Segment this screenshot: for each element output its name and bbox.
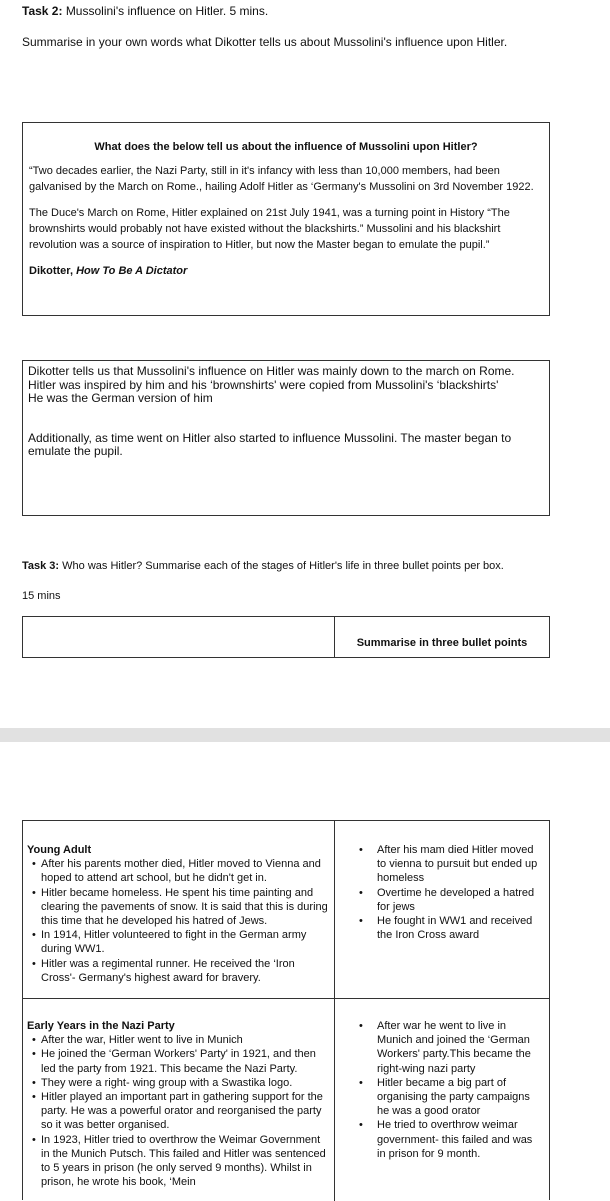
answer-line-1: Dikotter tells us that Mussolini's influence on Hitler was mainly down to the march on Rome. — [28, 364, 515, 378]
fact-item: • He joined the ‘German Workers' Party' in 1921, and then led the party from 1921. This became the Nazi Party. — [27, 1047, 331, 1075]
stage-facts — [27, 1033, 331, 1189]
summary-list — [337, 843, 543, 942]
stage-title: Early Years in the Nazi Party — [27, 1020, 175, 1032]
stage-early-nazi-years — [27, 1019, 331, 1189]
summary-item: • After his mam died Hitler moved to vienna to pursuit but ended up homeless — [337, 843, 543, 886]
source-title: How To Be A Dictator — [76, 265, 188, 277]
task3-title — [22, 560, 504, 572]
stage-young-adult — [27, 843, 331, 985]
fact-item: • In 1914, Hitler volunteered to fight in the German army during WW1. — [27, 928, 331, 956]
fact-item: • In 1923, Hitler tried to overthrow the Weimar Government in the Munich Putsch. This failed and Hitler was sentenced to 5 years in prison (he only served 9 months). Whilst in prison, he wrote his book, ‘Mein — [27, 1133, 331, 1190]
stages-table — [22, 820, 550, 1200]
stage-facts — [27, 857, 331, 985]
summary-item: • Overtime he developed a hatred for jews — [337, 886, 543, 914]
task2-label: Task 2: — [22, 4, 63, 18]
answer-paragraph-2: Additionally, as time went on Hitler also started to influence Mussolini. The master began to emulate the pupil. — [28, 430, 512, 458]
summary-item: • Hitler became a big part of organising the party campaigns he was a good orator — [337, 1076, 543, 1119]
quote-heading: What does the below tell us about the influence of Mussolini upon Hitler? — [94, 141, 478, 153]
summary-item: • He fought in WW1 and received the Iron Cross award — [337, 914, 543, 942]
summary-early-nazi-years[interactable] — [337, 1019, 543, 1161]
task3-header-table — [22, 616, 550, 658]
answer-line-3: He was the German version of him — [28, 391, 213, 405]
task3-time: 15 mins — [22, 590, 61, 602]
summary-young-adult[interactable] — [337, 843, 543, 942]
summary-list — [337, 1019, 543, 1161]
quote-paragraph-2: The Duce's March on Rome, Hitler explained on 21st July 1941, was a turning point in History “The brownshirts would probably not have existed without the blackshirts.” Mussolini and his blackshirt revolution was a source of inspiration to Hitler, but now the Master began to emulate the pupil.” — [29, 207, 510, 251]
fact-item: • They were a right- wing group with a Swastika logo. — [27, 1076, 331, 1090]
table-header-right: Summarise in three bullet points — [356, 637, 528, 649]
fact-item: • After his parents mother died, Hitler moved to Vienna and hoped to attend art school, but he didn't get in. — [27, 857, 331, 885]
task2-instruction: Summarise in your own words what Dikotter tells us about Mussolini's influence upon Hitler. — [22, 35, 508, 49]
task3-label: Task 3: — [22, 560, 60, 572]
summary-item: • He tried to overthrow weimar government- this failed and was in prison for 9 month. — [337, 1118, 543, 1161]
stages-divider — [334, 821, 335, 1201]
fact-item: • Hitler was a regimental runner. He received the ‘Iron Cross'- Germany's highest award for bravery. — [27, 957, 331, 985]
fact-item: • After the war, Hitler went to live in Munich — [27, 1033, 331, 1047]
summary-item: • After war he went to live in Munich and joined the ‘German Workers' party.This became the right-wing nazi party — [337, 1019, 543, 1076]
task3-title-text: Who was Hitler? Summarise each of the stages of Hitler's life in three bullet points per box. — [62, 560, 504, 572]
fact-item: • Hitler played an important part in gathering support for the party. He was a powerful orator and reorganised the party so it was better organised. — [27, 1090, 331, 1133]
answer-box[interactable] — [22, 360, 550, 516]
row-divider — [23, 998, 549, 999]
task2-title-text: Mussolini's influence on Hitler. 5 mins. — [65, 4, 269, 18]
quote-source — [29, 263, 543, 279]
answer-line-2: Hitler was inspired by him and his ‘brownshirts' were copied from Mussolini's ‘blackshirts' — [28, 377, 499, 392]
stage-title: Young Adult — [27, 844, 92, 856]
page-separator — [0, 728, 610, 742]
quote-box — [22, 122, 550, 316]
fact-item: • Hitler became homeless. He spent his time painting and clearing the pavements of snow. It is said that this is during this time that he developed his hatred of Jews. — [27, 886, 331, 929]
task2-title — [22, 4, 268, 18]
source-author: Dikotter, — [29, 265, 74, 277]
quote-paragraph-1: “Two decades earlier, the Nazi Party, still in it's infancy with less than 10,000 members, had been galvanised by the March on Rome., hailing Adolf Hitler as ‘Germany's Mussolini on 3rd November 1922. — [29, 165, 534, 193]
